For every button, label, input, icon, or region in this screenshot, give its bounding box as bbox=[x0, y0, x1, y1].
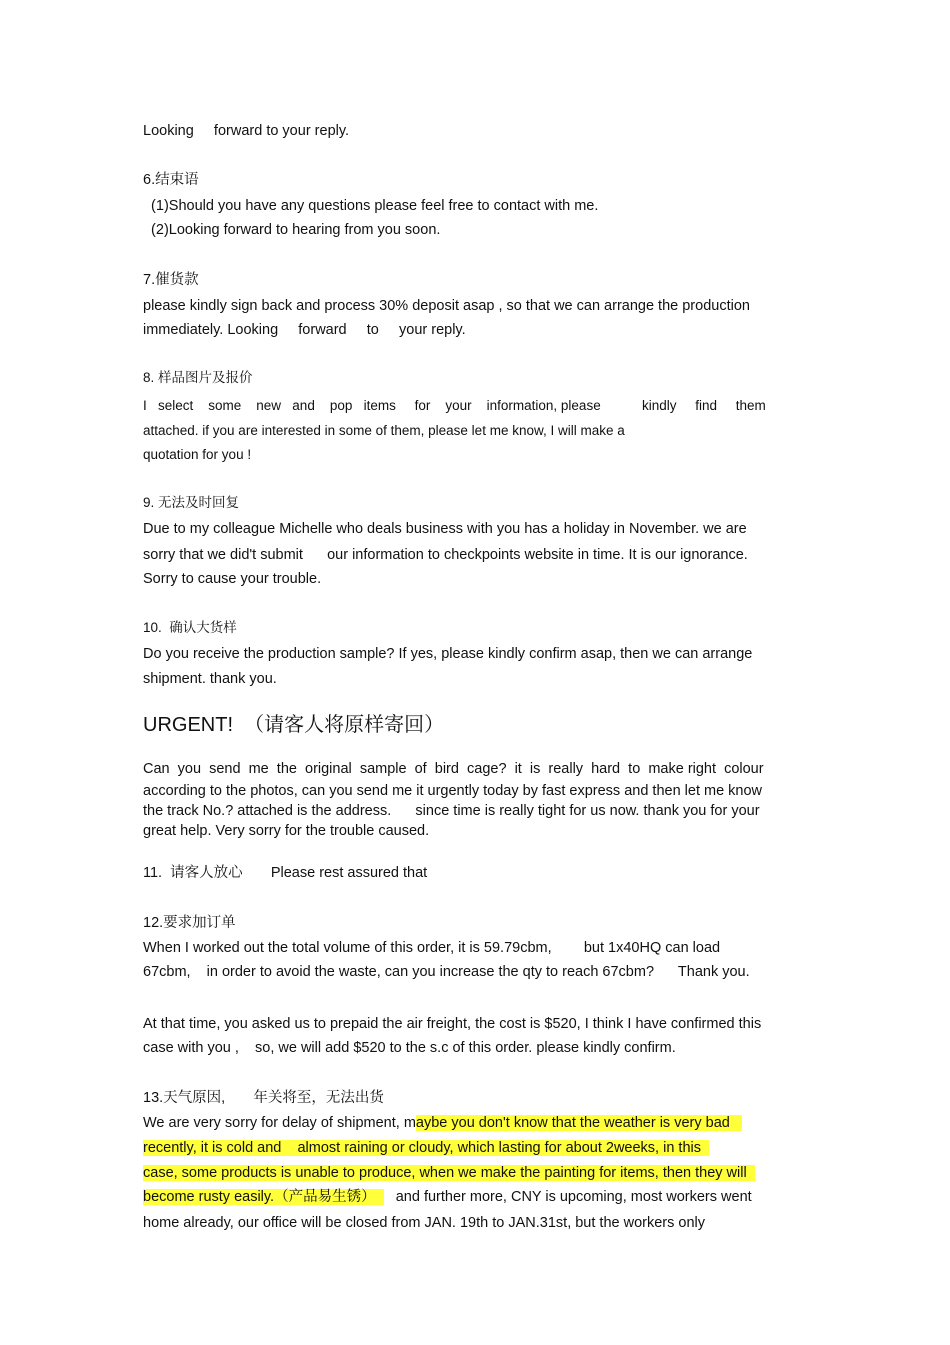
section-heading: 7.催货款 bbox=[143, 272, 199, 288]
text-line: attached. if you are interested in some of them, please let me know, I will make a bbox=[143, 423, 625, 438]
section-heading: 12.要求加订单 bbox=[143, 915, 236, 931]
section-heading: 11. 请客人放心 Please rest assured that bbox=[143, 865, 428, 881]
text-line: Sorry to cause your trouble. bbox=[143, 571, 322, 587]
highlighted-text: aybe you don't know that the weather is very bad bbox=[415, 1115, 742, 1131]
text-line bbox=[143, 1114, 742, 1132]
highlighted-text: become rusty easily.（产品易生锈） bbox=[143, 1189, 384, 1205]
text-line bbox=[143, 1188, 752, 1206]
text-line bbox=[143, 1164, 755, 1182]
text-line: Can you send me the original sample of bird cage? it is really hard to make right colour bbox=[143, 761, 764, 777]
plain-text: We are very sorry for delay of shipment, m bbox=[143, 1115, 416, 1131]
text-line: according to the photos, can you send me it urgently today by fast express and then let me know bbox=[143, 783, 763, 799]
section-heading: 10. 确认大货样 bbox=[143, 620, 237, 635]
text-line: the track No.? attached is the address. since time is really tight for us now. thank you for your bbox=[143, 803, 760, 819]
section-heading: 9. 无法及时回复 bbox=[143, 495, 240, 510]
text-line: shipment. thank you. bbox=[143, 671, 277, 687]
highlighted-text: case, some products is unable to produce, when we make the painting for items, then they will bbox=[143, 1165, 755, 1181]
text-line: immediately. Looking forward to your reply. bbox=[143, 322, 466, 338]
section-heading: 6.结束语 bbox=[143, 172, 199, 188]
section-heading: 13.天气原因, 年关将至，无法出货 bbox=[143, 1090, 384, 1106]
text-line: At that time, you asked us to prepaid the air freight, the cost is $520, I think I have confirmed this bbox=[143, 1016, 762, 1032]
text-line: great help. Very sorry for the trouble caused. bbox=[143, 823, 430, 839]
text-line: sorry that we did't submit our information to checkpoints website in time. It is our ignorance. bbox=[143, 547, 748, 563]
text-line: Looking forward to your reply. bbox=[143, 123, 350, 139]
urgent-heading: URGENT! （请客人将原样寄回） bbox=[143, 714, 445, 736]
text-line: Do you receive the production sample? If yes, please kindly confirm asap, then we can arrange bbox=[143, 646, 753, 662]
text-line: When I worked out the total volume of this order, it is 59.79cbm, but 1x40HQ can load bbox=[143, 940, 721, 956]
text-line: Due to my colleague Michelle who deals business with you has a holiday in November. we are bbox=[143, 521, 747, 537]
text-line: (2)Looking forward to hearing from you soon. bbox=[143, 222, 441, 238]
section-heading: 8. 样品图片及报价 bbox=[143, 370, 253, 385]
text-line: I select some new and pop items for your information, please kindly find them bbox=[143, 398, 766, 413]
highlighted-text: recently, it is cold and almost raining or cloudy, which lasting for about 2weeks, in this bbox=[143, 1140, 710, 1156]
text-line bbox=[143, 1139, 709, 1157]
text-line: 67cbm, in order to avoid the waste, can you increase the qty to reach 67cbm? Thank you. bbox=[143, 964, 750, 980]
plain-text: and further more, CNY is upcoming, most workers went bbox=[383, 1189, 752, 1205]
text-line: home already, our office will be closed from JAN. 19th to JAN.31st, but the workers only bbox=[143, 1215, 706, 1231]
text-line: (1)Should you have any questions please feel free to contact with me. bbox=[143, 198, 599, 214]
text-line: please kindly sign back and process 30% deposit asap , so that we can arrange the production bbox=[143, 298, 750, 314]
text-line: case with you , so, we will add $520 to the s.c of this order. please kindly confirm. bbox=[143, 1040, 676, 1056]
text-line: quotation for you ! bbox=[143, 447, 252, 462]
